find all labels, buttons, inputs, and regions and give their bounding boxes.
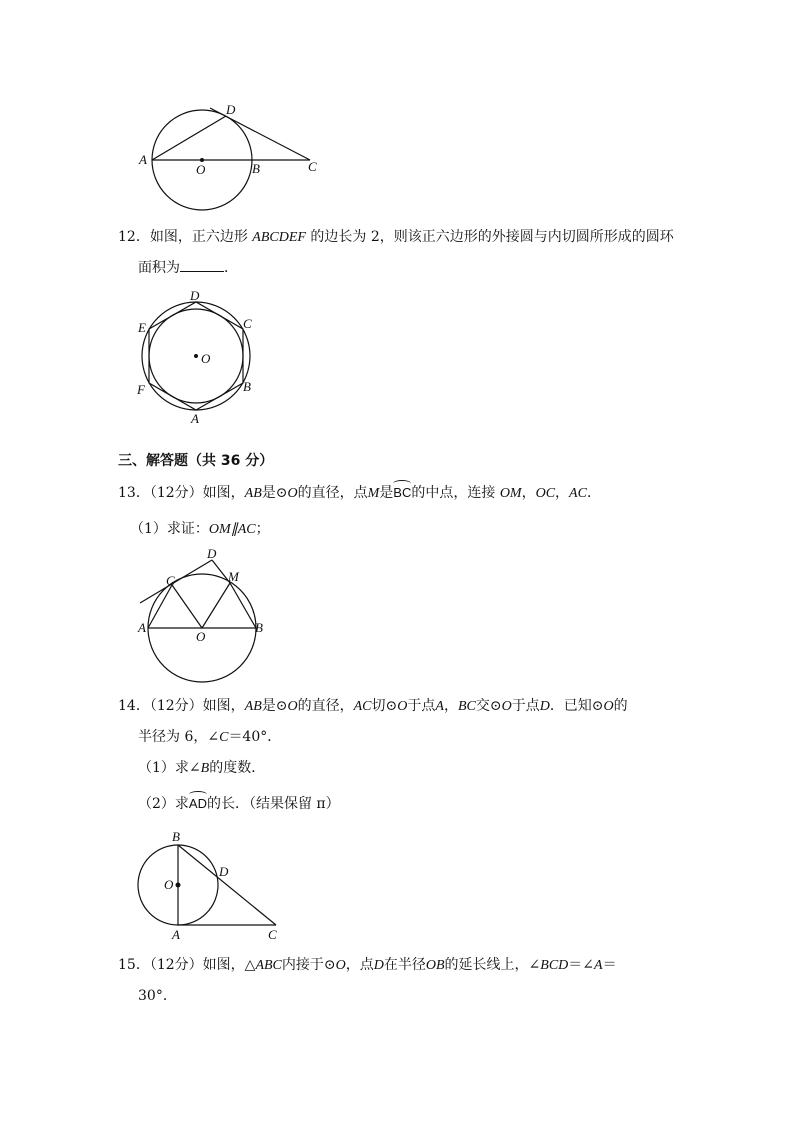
q13-ab: AB	[244, 486, 262, 501]
q14-arc-ad: AD	[189, 794, 207, 814]
fig14-label-a: A	[172, 927, 180, 942]
fig13-label-c: C	[166, 573, 175, 588]
q14-text8: ．已知⊙	[549, 698, 604, 714]
fig13-label-d: D	[207, 546, 217, 561]
q14-text5: 于点	[407, 698, 436, 714]
q14-line2-text: 半径为 6，∠	[138, 729, 220, 745]
q14-text7: 于点	[511, 698, 540, 714]
q15-text4: 在半径	[383, 957, 426, 973]
q15-text3: ，点	[345, 957, 374, 973]
fig12-label-a: A	[191, 411, 199, 426]
fig13-label-o: O	[196, 629, 206, 644]
q12-number: 12．	[118, 229, 150, 245]
q13-text3: 的直径，点	[297, 485, 368, 501]
q14-text4: 切⊙	[371, 698, 398, 714]
q14-a: A	[435, 699, 444, 714]
q14-number: 14．	[118, 698, 150, 714]
q15-o: O	[335, 958, 346, 973]
figure-11	[130, 98, 330, 218]
q15-abc: ABC	[255, 958, 282, 973]
fig12-label-b: B	[243, 379, 251, 394]
q15-number: 15．	[118, 957, 150, 973]
q15-line1	[118, 955, 617, 976]
q15-line2: 30°．	[138, 988, 177, 1004]
fig14-label-o: O	[164, 877, 174, 892]
q14-text1: 如图，	[202, 698, 245, 714]
q14-text9: 的	[613, 698, 628, 714]
fig12-label-f: F	[137, 382, 145, 397]
q14-o2: O	[397, 699, 408, 714]
fig11-label-c: C	[308, 159, 317, 174]
q14-ab: AB	[244, 699, 262, 714]
q15-text5: 的延长线上，∠	[444, 957, 541, 973]
q13-score: （12分）	[149, 485, 203, 501]
q14-comma: ，	[443, 698, 458, 714]
q14-line1	[118, 696, 628, 717]
fig12-label-e: E	[138, 320, 146, 335]
q13-oc: OC	[535, 486, 556, 501]
q13-arc-bc: BC	[393, 483, 411, 503]
q13-text4: 是	[379, 485, 394, 501]
q13-part1-end: ；	[255, 521, 270, 537]
q14-part2-text: （2）求	[138, 796, 189, 812]
q12-text4: ．	[224, 260, 238, 276]
fig12-label-d: D	[190, 288, 200, 303]
q13-number: 13．	[118, 485, 150, 501]
q13-comma2: ，	[555, 485, 570, 501]
fig14-label-d: D	[219, 864, 229, 879]
q13-part1-expr: OM∥AC	[208, 522, 256, 537]
q14-d: D	[539, 699, 550, 714]
q12-answer-blank	[180, 257, 224, 272]
q13-comma1: ，	[521, 485, 536, 501]
fig13-tangent	[140, 560, 212, 603]
q15-text7: ＝	[602, 957, 617, 973]
q15-d: D	[373, 958, 384, 973]
q14-o3: O	[501, 699, 512, 714]
fig14-label-b: B	[172, 829, 180, 844]
q12-line2	[138, 257, 238, 278]
q12-text2: 的边长为 2，则该正六边形的外接圆与内切圆所形成的圆环	[310, 229, 674, 245]
q13-part1	[130, 519, 270, 540]
q13-m: M	[367, 486, 380, 501]
q14-o4: O	[603, 699, 614, 714]
figure-13	[136, 545, 276, 685]
q14-ac: AC	[353, 699, 372, 714]
fig11-label-d: D	[226, 102, 236, 117]
fig11-label-a: A	[139, 152, 147, 167]
fig11-line-ad	[152, 116, 226, 160]
q14-part1-end: 的度数．	[209, 760, 266, 776]
q13-text2: 是⊙	[261, 485, 288, 501]
q14-o1: O	[287, 699, 298, 714]
q13-line1	[118, 483, 601, 504]
q14-bc: BC	[457, 699, 476, 714]
q14-text2: 是⊙	[261, 698, 288, 714]
q13-text6: ．	[586, 485, 601, 501]
q15-bcd: BCD	[540, 958, 569, 973]
q15-text1: 如图，△	[202, 957, 256, 973]
q13-om: OM	[499, 486, 522, 501]
q13-text5: 的中点，连接	[411, 485, 496, 501]
fig14-center-dot	[176, 883, 181, 888]
q14-part2	[138, 794, 340, 814]
q14-part1	[138, 758, 265, 779]
fig12-label-c: C	[243, 316, 252, 331]
q13-text1: 如图，	[202, 485, 245, 501]
figure-14	[134, 826, 294, 946]
q13-part1-text: （1）求证：	[130, 521, 209, 537]
fig11-label-b: B	[252, 161, 260, 176]
q15-a: A	[594, 958, 603, 973]
q15-text2: 内接于⊙	[281, 957, 336, 973]
q14-b: B	[200, 761, 210, 776]
figure-12	[130, 286, 270, 426]
fig13-line-oc	[172, 585, 202, 628]
q14-text3: 的直径，	[297, 698, 354, 714]
q14-part2-end: 的长．（结果保留 π）	[206, 796, 340, 812]
q15-ob: OB	[425, 958, 445, 973]
q13-ac: AC	[569, 486, 587, 501]
q13-o: O	[287, 486, 298, 501]
q12-text3: 面积为	[138, 260, 180, 276]
fig13-line-om	[202, 583, 230, 628]
q15-text6: ＝∠	[568, 957, 595, 973]
q14-score: （12分）	[149, 698, 203, 714]
fig13-label-b: B	[255, 620, 263, 635]
q12-text1: 如图，正六边形	[149, 229, 248, 245]
q12-hexagon-name: ABCDEF	[252, 230, 306, 245]
fig11-label-o: O	[196, 162, 206, 177]
fig12-label-o: O	[201, 351, 211, 366]
fig13-label-m: M	[228, 569, 239, 584]
fig14-line-bc	[178, 845, 276, 925]
q12-line1	[118, 227, 674, 248]
q14-c: C	[219, 730, 229, 745]
fig13-label-a: A	[138, 620, 146, 635]
q15-score: （12分）	[149, 957, 203, 973]
q14-line2	[138, 727, 281, 748]
section-3-title: 三、解答题（共 36 分）	[118, 453, 274, 469]
q14-text6: 交⊙	[475, 698, 502, 714]
fig11-tangent	[210, 108, 310, 160]
q14-line2-end: ＝40°．	[228, 729, 282, 745]
fig14-label-c: C	[268, 927, 277, 942]
fig13-line-mb	[230, 583, 256, 628]
q14-part1-text: （1）求∠	[138, 760, 201, 776]
fig12-center-dot	[194, 354, 198, 358]
